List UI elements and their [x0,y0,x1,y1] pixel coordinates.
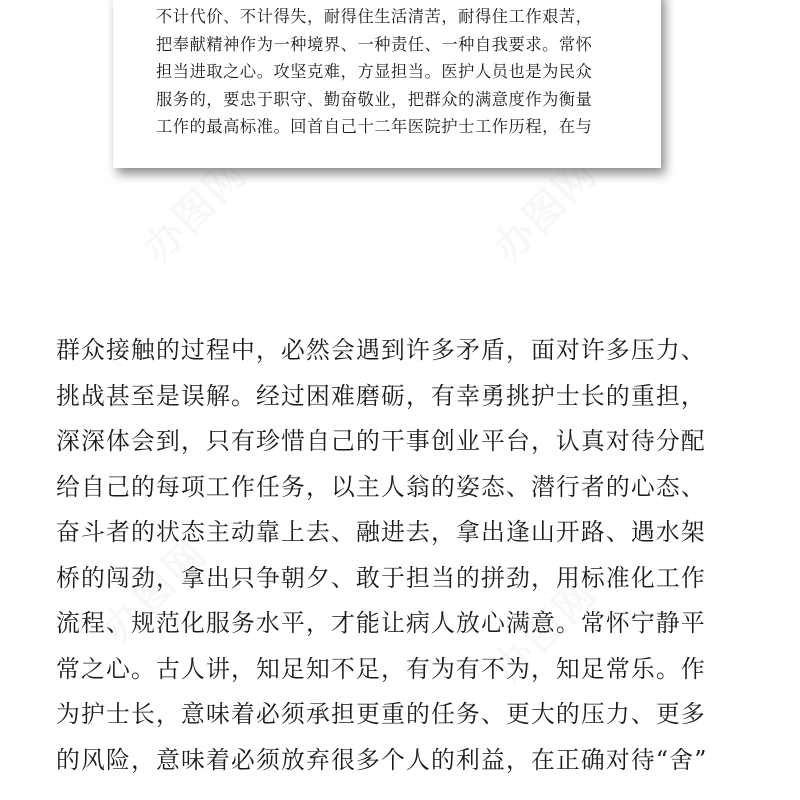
excerpt-card [113,0,661,168]
body-text [56,328,756,783]
body-line: 挑战甚至是误解。经过困难磨砺，有幸勇挑护士长的重担， [56,381,706,410]
body-line: 群众接触的过程中，必然会遇到许多矛盾，面对许多压力、 [56,336,706,364]
watermark: 办图网 [484,570,607,692]
body-line: 常之心。古人讲，知足知不足，有为有不为，知足常乐。作 [56,654,706,683]
watermark: 办图网 [134,150,257,272]
body-line: 流程、规范化服务水平，才能让病人放心满意。常怀宁静平 [56,609,706,637]
excerpt-line: 工作的最高标准。回首自己十二年医院护士工作历程，在与 [156,117,593,136]
excerpt-line: 服务的，要忠于职守、勤奋敬业，把群众的满意度作为衡量 [156,89,593,109]
body-line: 奋斗者的状态主动靠上去、融进去，拿出逢山开路、遇水架 [56,518,706,546]
watermark: 办图网 [94,530,217,652]
body-line: 桥的闯劲，拿出只争朝夕、敢于担当的拼劲，用标准化工作 [56,563,706,592]
body-line: 为护士长，意味着必须承担更重的任务、更大的压力、更多 [56,700,706,728]
excerpt-line: 担当进取之心。攻坚克难，方显担当。医护人员也是为民众 [156,62,593,81]
watermark: 办图网 [484,150,607,272]
excerpt-line: 把奉献精神作为一种境界、一种责任、一种自我要求。常怀 [156,34,593,54]
body-line: 深深体会到，只有珍惜自己的干事创业平台，认真对待分配 [56,427,706,455]
body-line: 给自己的每项工作任务，以主人翁的姿态、潜行者的心态、 [56,472,706,501]
excerpt-line: 不计代价、不计得失，耐得住生活清苦，耐得住工作艰苦， [156,7,593,26]
body-line: 的风险，意味着必须放弃很多个人的利益，在正确对待“舍” [56,745,708,774]
excerpt-text [156,3,666,141]
